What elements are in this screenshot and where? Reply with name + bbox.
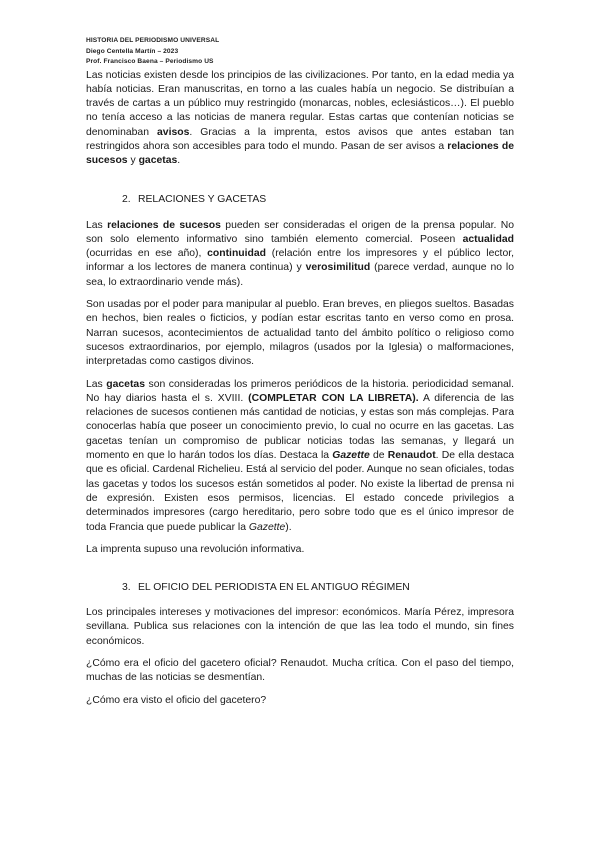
text-run: . De ella destaca que es oficial. Cardenal Richelieu. Está al servicio del poder. Aunque no sean oficiales, todas las gacetas y todos los sucesos están sometidos al poder. No existe la libertad de prensa ni de expresión. Existen esos permisos, licencias. El estado concede privilegios a determinados impresores (cargo hereditario, pero sobre todo que es el único impresor de toda Francia que puede publicar la <box>86 450 515 533</box>
text-run: Las <box>86 219 108 231</box>
imprenta-paragraph: La imprenta supuso una revolución informativa. <box>86 543 305 555</box>
bold-term: continuidad <box>207 248 266 260</box>
intereses-paragraph: Los principales intereses y motivaciones del impresor: económicos. María Pérez, impresora sevillana. Publica sus relaciones con la intención de que las lea todo el mundo, sin fines económicos. <box>86 607 514 647</box>
text-run: (ocurridas en ese año), <box>86 248 208 260</box>
text-run: pueden ser consideradas el origen de la prensa popular. No son solo elemento informativo sino también elemento comercial. Poseen <box>86 219 514 245</box>
italic-title: Gazette <box>248 521 286 533</box>
text-run: (parece verdad, aunque no lo sea, lo extraordinario vende más). <box>86 262 515 288</box>
bold-term: relaciones de sucesos <box>86 140 515 167</box>
bold-term: gacetas <box>138 155 178 167</box>
bold-note: (COMPLETAR CON LA LIBRETA). <box>248 392 419 404</box>
bold-italic-title: Gazette <box>332 450 370 462</box>
section-title: RELACIONES Y GACETAS <box>138 193 267 205</box>
text-run: son consideradas los primeros periódicos de la historia. periodicidad semanal. No hay diarios hasta el s. XVIII. <box>86 378 514 404</box>
text-run: A diferencia de las relaciones de sucesos contienen más cantidad de noticias, y estas son más complejas. Para conocerlas había que poseer un conocimiento previo, lo cual no ocurre en las gacetas. Las gacetas tenían un compromiso de publicar noticias todas las semanas, y llegará un momento en que lo harán todos los días. Destaca la <box>86 392 514 462</box>
gacetero-oficial-paragraph: ¿Cómo era el oficio del gacetero oficial? Renaudot. Mucha crítica. Con el paso del tiempo, muchas de las noticias se desmentían. <box>86 658 514 684</box>
gacetero-question-paragraph: ¿Cómo era visto el oficio del gacetero? <box>86 694 267 706</box>
bold-term: verosimilitud <box>305 262 371 274</box>
course-title: HISTORIA DEL PERIODISMO UNIVERSAL <box>86 37 220 44</box>
intro-paragraph <box>86 69 514 169</box>
section-title: EL OFICIO DEL PERIODISTA EN EL ANTIGUO RÉGIMEN <box>138 582 410 594</box>
document-page <box>86 36 514 716</box>
section-heading-oficio <box>86 581 514 595</box>
relaciones-paragraph <box>86 219 514 290</box>
document-header <box>86 36 514 68</box>
bold-term: Renaudot <box>387 450 436 462</box>
text-run: Las <box>86 378 107 390</box>
section-number: 3. <box>122 582 131 594</box>
text-run: ). <box>285 521 292 533</box>
author-line: Diego Centella Martín – 2023 <box>86 47 179 55</box>
bold-term: actualidad <box>462 233 514 245</box>
section-number: 2. <box>122 193 131 205</box>
bold-term: avisos <box>157 126 190 138</box>
gacetas-paragraph <box>86 378 514 535</box>
text-run: . <box>177 155 181 167</box>
section-heading-relaciones <box>86 193 514 207</box>
bold-term: relaciones de sucesos <box>107 219 221 231</box>
text-run: . Gracias a la imprenta, estos avisos que antes estaban tan restringidos ahora son accesibles para todo el mundo. Pasan de ser avisos a <box>86 126 514 152</box>
text-run: Las noticias existen desde los principios de las civilizaciones. Por tanto, en la edad media ya había noticias. Eran manuscritas, en torno a las cuales había un negocio. Se distribuían a través de cartas a un público muy restringido (monarcas, nobles, eclesiásticos…). El pueblo no tenía acceso a las noticias de manera regular. Estas cartas que contenían noticias se denominaban <box>86 69 514 138</box>
usos-paragraph: Son usadas por el poder para manipular al pueblo. Eran breves, en pliegos sueltos. Basadas en hechos, bien reales o ficticios, y podían estar escritas tanto en verso como en prosa. Narran sucesos, acontecimientos de actualidad tanto del ámbito político o religioso como sucesos extraordinarios, por ejemplo, milagros (usados por la Iglesia) o malformaciones, interpretadas como castigos divinos. <box>86 299 514 368</box>
professor-line: Prof. Francisco Baena – Periodismo US <box>86 58 214 65</box>
bold-term: gacetas <box>106 378 145 390</box>
text-run: y <box>127 155 139 167</box>
text-run: (relación entre los impresores y el público lector, informar a los lectores de manera continua) y <box>86 248 514 274</box>
text-run: de <box>369 450 388 462</box>
